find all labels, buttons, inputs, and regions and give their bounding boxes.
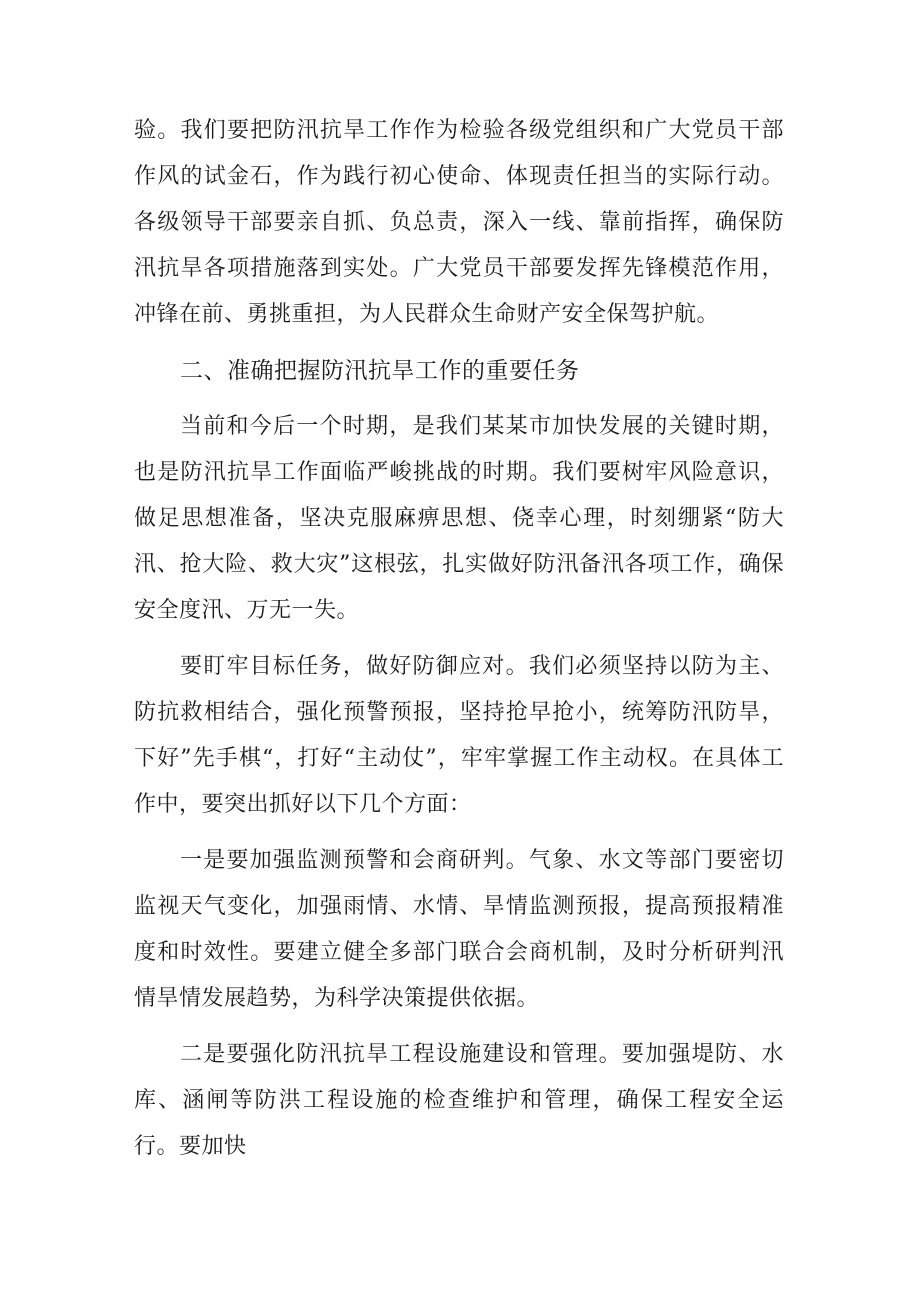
paragraph-continuation: 验。我们要把防汛抗旱工作作为检验各级党组织和广大党员干部作风的试金石，作为践行初心使命、体现责任担当的实际行动。各级领导干部要亲自抓、负总责，深入一线、靠前指挥，确保防汛抗旱各项措施落到实处。广大党员干部要发挥先锋模范作用，冲锋在前、勇挑重担，为人民群众生命财产安全保驾护航。 — [134, 118, 784, 327]
paragraph-point-one: 一是要加强监测预警和会商研判。气象、水文等部门要密切监视天气变化，加强雨情、水情、旱情监测预报，提高预报精准度和时效性。要建立健全多部门联合会商机制，及时分析研判汛情旱情发展趋势，为科学决策提供依据。 — [134, 848, 784, 1011]
document-body — [134, 108, 784, 1180]
section-heading: 二、准确把握防汛抗旱工作的重要任务 — [180, 358, 580, 384]
paragraph-current-period: 当前和今后一个时期，是我们某某市加快发展的关键时期，也是防汛抗旱工作面临严峻挑战的时期。我们要树牢风险意识，做足思想准备，坚决克服麻痹思想、侥幸心理，时刻绷紧“防大汛、抢大险、救大灾”这根弦，扎实做好防汛备汛各项工作，确保安全度汛、万无一失。 — [134, 414, 784, 623]
paragraph-targets: 要盯牢目标任务，做好防御应对。我们必须坚持以防为主、防抗救相结合，强化预警预报，坚持抢早抢小，统筹防汛防旱，下好”先手棋“，打好“主动仗”，牢牢掌握工作主动权。在具体工作中，要突出抓好以下几个方面： — [134, 654, 784, 817]
paragraph-point-two: 二是要强化防汛抗旱工程设施建设和管理。要加强堤防、水库、涵闸等防洪工程设施的检查维护和管理，确保工程安全运行。要加快 — [134, 1042, 784, 1159]
